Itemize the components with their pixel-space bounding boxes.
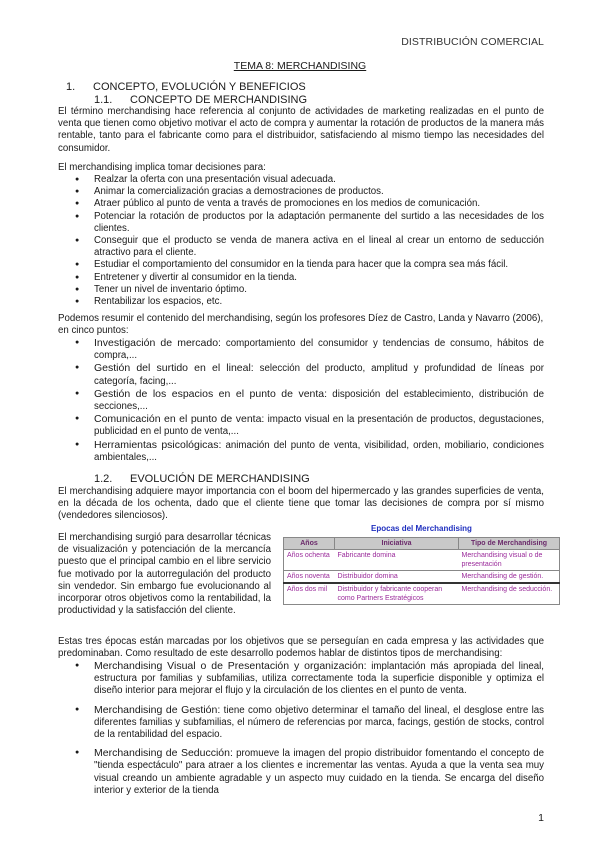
list-item: ● Animar la comercialización gracias a demostraciones de productos. — [58, 186, 544, 198]
list-item: ● Realzar la oferta con una presentación visual adecuada. — [58, 174, 544, 186]
epochs-paragraph: Estas tres épocas están marcadas por los objetivos que se perseguían en cada empresa y las actividades que predominaban. Como resultado de este desarrollo podemos hablar de distintos tipos de merchandising: — [58, 636, 544, 660]
epochs-table — [283, 537, 560, 605]
section-heading-1 — [66, 81, 306, 93]
page-number: 1 — [538, 812, 544, 824]
section-heading-1-2 — [94, 473, 310, 485]
types-list — [58, 660, 544, 803]
section-label: CONCEPTO, EVOLUCIÓN Y BENEFICIOS — [93, 81, 306, 93]
list-item: ● Herramientas psicológicas: animación del punto de venta, visibilidad, orden, mobiliario, condiciones ambientales,... — [58, 439, 544, 464]
list-item: ● Potenciar la rotación de productos por la adaptación permanente del surtido a las necesidades de los clientes. — [58, 211, 544, 235]
section-number: 1.2. — [94, 473, 113, 485]
section-number: 1. — [66, 81, 76, 93]
list-item: ● Comunicación en el punto de venta: impacto visual en la presentación de productos, degustaciones, publicidad en el punto de venta,... — [58, 413, 544, 438]
list-item: ● Merchandising de Gestión: tiene como objetivo determinar el tamaño del lineal, el desglose entre las diferentes familias y subfamilias, el número de referencias por marca, facings, gestión de stocks, control de la rentabilidad del espacio. — [58, 704, 544, 742]
table-row: Años noventa Distribuidor domina Merchandising de gestión. — [284, 571, 560, 584]
summary-intro: Podemos resumir el contenido del merchandising, según los profesores Díez de Castro, Landa y Navarro (2006), en cinco puntos: — [58, 313, 544, 337]
list-item: ● Merchandising Visual o de Presentación y organización: implantación más apropiada del lineal, estructura por familias y subfamilias, utiliza correctamente toda la superficie disponible y optimiza el diseño interior para mejorar el flujo y la circulación de los clientes en el punto de venta. — [58, 660, 544, 698]
column-header: Iniciativa — [335, 538, 459, 550]
list-item: ● Conseguir que el producto se venda de manera activa en el lineal al crear un entorno de seducción atractivo para el cliente. — [58, 235, 544, 259]
list-item: ● Gestión de los espacios en el punto de venta: disposición del establecimiento, distribución de secciones,... — [58, 388, 544, 413]
document-title: TEMA 8: MERCHANDISING — [233, 60, 367, 72]
section-label: EVOLUCIÓN DE MERCHANDISING — [130, 473, 310, 485]
list-item: ● Gestión del surtido en el lineal: selección del producto, amplitud y profundidad de líneas por categoría, facing,... — [58, 362, 544, 387]
list-item: ● Merchandising de Seducción: promueve la imagen del propio distribuidor fomentando el concepto de "tienda espectáculo" para atraer a los clientes e incrementar las ventas. Ayuda a que la venta sea muy visual creando un ambiente agradable y un aspecto muy cuidado en la tienda. Se encarga del diseño interior y exterior de la tienda — [58, 747, 544, 797]
decisions-list — [58, 174, 544, 308]
intro-paragraph: El término merchandising hace referencia al conjunto de actividades de marketing realizadas en el punto de venta que tienen como objetivo motivar el acto de compra y aumentar la rotación de productos de la manera más rentable, tanto para el fabricante como para el distribuidor, satisfaciendo al mismo tiempo las necesidades del consumidor. — [58, 106, 544, 154]
points-list — [58, 337, 544, 464]
evolution-paragraph: El merchandising adquiere mayor importancia con el boom del hipermercado y las grandes superficies de venta, en la década de los ochenta, dado que el cliente tiene que tomar las decisiones de compra por sí mismo (vendedores silenciosos). — [58, 486, 544, 522]
list-item: ● Tener un nivel de inventario óptimo. — [58, 284, 544, 296]
decisions-intro: El merchandising implica tomar decisiones para: — [58, 162, 266, 173]
origin-paragraph: El merchandising surgió para desarrollar técnicas de visualización y potenciación de la mercancía puesto que el principal cambio en el libre servicio fue motivado por la autorregulación del producto sin vendedor. Sin embargo fue evolucionando al incorporar otros objetivos como la rentabilidad, la productividad y la satisfacción del cliente. — [58, 532, 271, 617]
list-item: ● Entretener y divertir al consumidor en la tienda. — [58, 272, 544, 284]
list-item: ● Estudiar el comportamiento del consumidor en la tienda para hacer que la compra sea más fácil. — [58, 259, 544, 271]
column-header: Años — [284, 538, 335, 550]
table-title: Epocas del Merchandising — [371, 524, 472, 533]
epochs-table-figure — [283, 524, 560, 605]
running-header: DISTRIBUCIÓN COMERCIAL — [401, 36, 544, 48]
column-header: Tipo de Merchandising — [459, 538, 560, 550]
list-item: ● Atraer público al punto de venta a través de promociones en los medios de comunicación. — [58, 198, 544, 210]
section-heading-1-1 — [94, 94, 307, 106]
section-number: 1.1. — [94, 94, 113, 106]
list-item: ● Rentabilizar los espacios, etc. — [58, 296, 544, 308]
table-row: Años ochenta Fabricante domina Merchandising visual o de presentación — [284, 550, 560, 571]
table-header-row — [284, 538, 560, 550]
section-label: CONCEPTO DE MERCHANDISING — [130, 94, 308, 106]
list-item: ● Investigación de mercado: comportamiento del consumidor y tendencias de consumo, hábitos de compra,... — [58, 337, 544, 362]
table-row: Años dos mil Distribuidor y fabricante cooperan como Partners Estratégicos Merchandising de seducción. — [284, 583, 560, 605]
